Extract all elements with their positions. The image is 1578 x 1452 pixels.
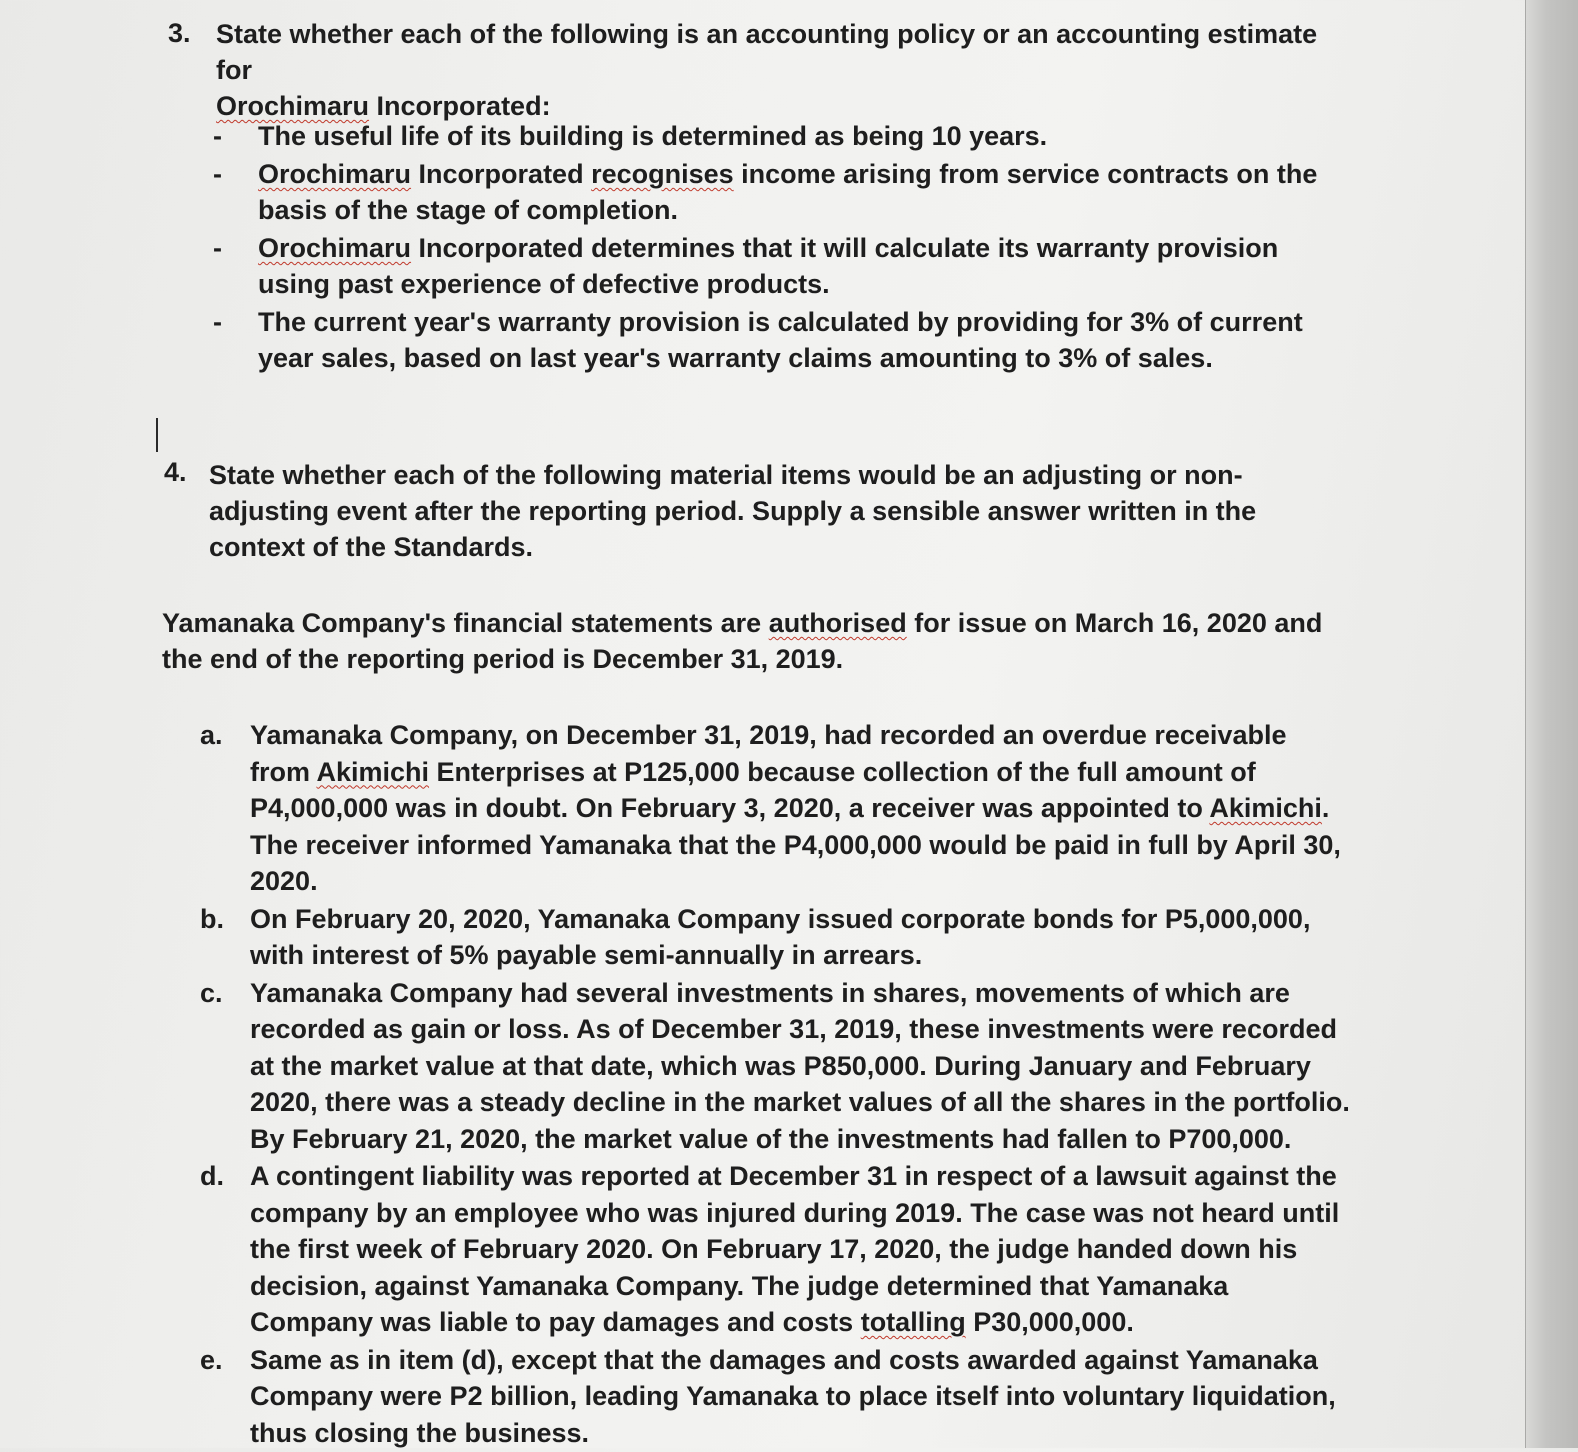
question-4-prompt: State whether each of the following material items would be an adjusting or non-adjusting event after the reporting period. Supply a sensible answer written in the context of the Standards. bbox=[209, 460, 1257, 562]
item-text: income arising from service contracts on the basis of the stage of completion. bbox=[258, 159, 1318, 225]
item-text: Yamanaka Company, on December 31, 2019, had recorded an overdue receivable from bbox=[250, 720, 1287, 787]
spellcheck-flag-orochimaru[interactable]: Orochimaru bbox=[216, 91, 370, 121]
question-3-prompt-line1: State whether each of the following is an accounting policy or an accounting estimate for bbox=[216, 19, 1318, 85]
question-3-items bbox=[213, 118, 1353, 378]
item-letter: e. bbox=[200, 1344, 223, 1375]
list-item-c bbox=[200, 975, 1350, 1158]
item-text: A contingent liability was reported at December 31 in respect of a lawsuit against the company by an employee who was injured during 2019. The case was not heard until the first week of February 2020. On February 17, 2020, the judge handed down his decision, against Yamanaka Company. The judge determined that Yamanaka Company was liable to pay damages and costs bbox=[250, 1161, 1340, 1337]
bullet-dash: - bbox=[213, 307, 222, 337]
item-text: The current year's warranty provision is calculated by providing for 3% of current year sales, based on last year's warranty claims amounting to 3% of sales. bbox=[258, 307, 1303, 373]
item-text: The useful life of its building is determined as being 10 years. bbox=[258, 121, 1048, 151]
spellcheck-flag-akimichi[interactable]: Akimichi bbox=[316, 756, 430, 787]
context-paragraph bbox=[162, 605, 1342, 677]
spellcheck-flag-orochimaru[interactable]: Orochimaru bbox=[258, 159, 412, 189]
context-text: for issue on March 16, 2020 and the end of the reporting period is December 31, 2019. bbox=[162, 608, 1323, 674]
item-letter: d. bbox=[200, 1161, 224, 1191]
list-item bbox=[213, 230, 1353, 302]
list-item-b bbox=[200, 901, 1350, 974]
list-item bbox=[213, 304, 1353, 376]
question-3-prompt-line2: Incorporated: bbox=[369, 91, 551, 121]
list-item-a bbox=[200, 717, 1350, 900]
item-text: . The receiver informed Yamanaka that the P4,000,000 would be paid in full by April 30, 2020. bbox=[250, 793, 1341, 896]
item-text: Incorporated determines that it will calculate its warranty provision using past experience of defective products. bbox=[258, 233, 1279, 299]
item-text: On February 20, 2020, Yamanaka Company issued corporate bonds for P5,000,000, with interest of 5% payable semi-annually in arrears. bbox=[250, 903, 1311, 970]
item-text: Incorporated bbox=[411, 159, 592, 189]
list-item bbox=[213, 118, 1353, 154]
item-text: Yamanaka Company had several investments in shares, movements of which are recorded as gain or loss. As of December 31, 2019, these investments were recorded at the market value at that date, which was P850,000. During January and February 2020, there was a steady decline in the market values of all the shares in the portfolio. By February 21, 2020, the market value of the investments had fallen to P700,000. bbox=[250, 977, 1350, 1154]
list-item-d bbox=[200, 1158, 1350, 1341]
bullet-dash: - bbox=[213, 233, 222, 263]
item-letter: a. bbox=[200, 720, 223, 750]
text-cursor bbox=[156, 418, 158, 452]
page-edge bbox=[1525, 0, 1578, 1448]
spellcheck-flag-orochimaru[interactable]: Orochimaru bbox=[258, 233, 412, 263]
item-text: Enterprises at P125,000 because collection of the full amount of P4,000,000 was in doubt. On February 3, 2020, a receiver was appointed to bbox=[250, 756, 1256, 823]
question-4-items bbox=[200, 717, 1350, 1452]
list-item bbox=[213, 156, 1353, 228]
spellcheck-flag-totalling[interactable]: totalling bbox=[860, 1307, 966, 1337]
bullet-dash: - bbox=[213, 159, 222, 189]
spellcheck-flag-akimichi[interactable]: Akimichi bbox=[1209, 793, 1322, 823]
question-4-number: 4. bbox=[164, 457, 187, 487]
question-3-number: 3. bbox=[168, 18, 191, 48]
bullet-dash: - bbox=[213, 121, 222, 151]
item-text: P30,000,000. bbox=[965, 1307, 1134, 1337]
spellcheck-flag-recognises[interactable]: recognises bbox=[591, 159, 734, 189]
question-3-prompt bbox=[216, 16, 1346, 124]
spellcheck-flag-authorised[interactable]: authorised bbox=[768, 608, 907, 638]
item-letter: c. bbox=[200, 977, 223, 1008]
item-text: Same as in item (d), except that the damages and costs awarded against Yamanaka Company were P2 billion, leading Yamanaka to place itself into voluntary liquidation, thus closing the business. bbox=[250, 1344, 1336, 1448]
item-letter: b. bbox=[200, 903, 224, 934]
context-text: Yamanaka Company's financial statements are bbox=[162, 608, 769, 638]
list-item-e bbox=[200, 1342, 1350, 1452]
